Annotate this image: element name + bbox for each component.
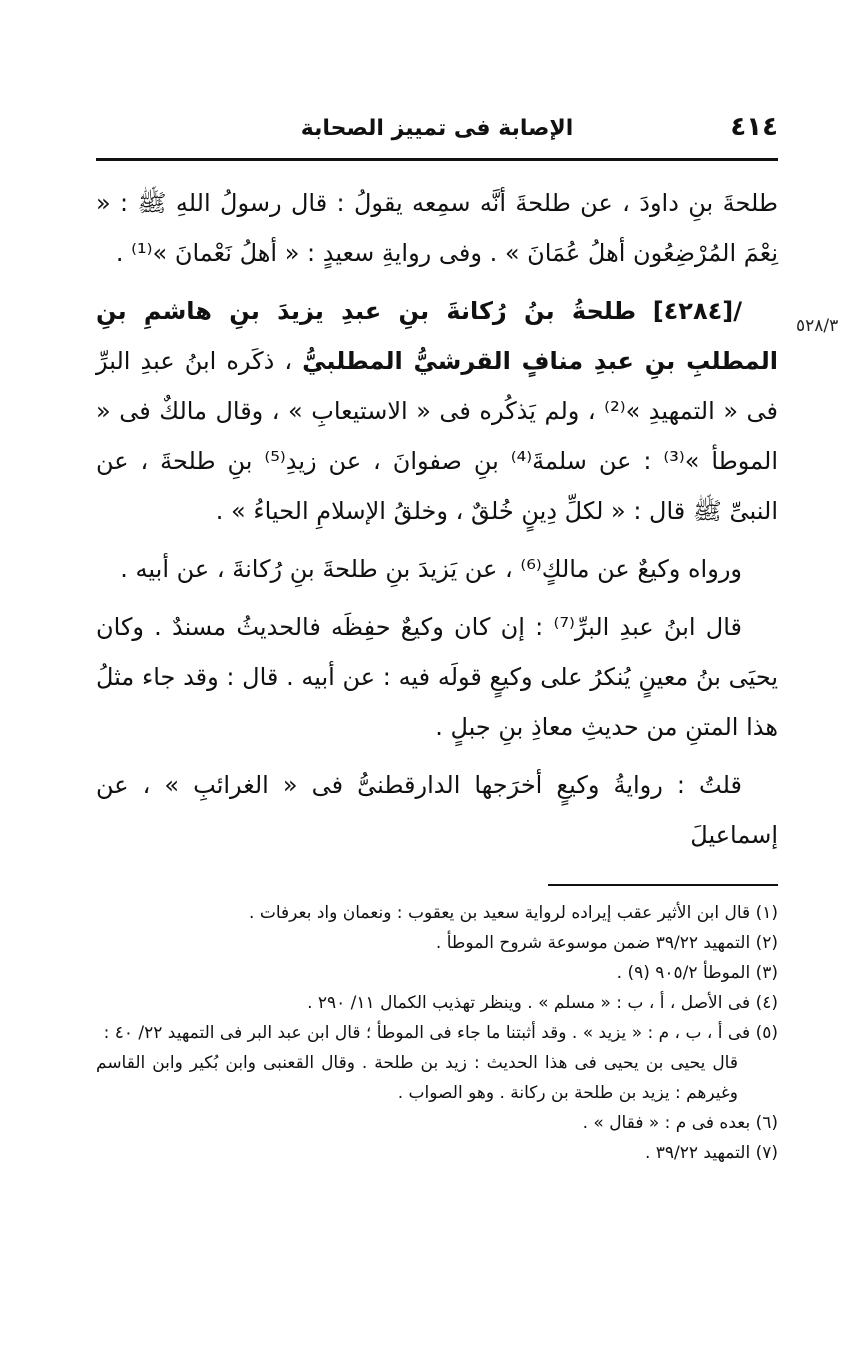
header-rule (96, 158, 778, 161)
paragraph-3: ورواه وكيعٌ عن مالكٍ⁽⁶⁾ ، عن يَزيدَ بنِ طلحةَ بنِ رُكانةَ ، عن أبيه . (120, 555, 742, 583)
page-number: ٤١٤ (730, 112, 778, 142)
footnote-7: (٧) التمهيد ٣٩/٢٢ . (644, 1143, 778, 1163)
footnote-6: (٦) بعده فى م : « فقال » . (582, 1113, 778, 1133)
paragraph-entry (96, 286, 778, 536)
footnotes (96, 898, 778, 1168)
paragraph-5: قلتُ : روايةُ وكيعٍ أخرَجها الدارقطنىُّ فى « الغرائبِ » ، عن إسماعيلَ (96, 771, 778, 849)
entry-heading: طلحةُ بنُ رُكانةَ بنِ عبدِ يزيدَ بنِ هاشمِ بنِ المطلبِ بنِ عبدِ منافٍ القرشيُّ المطلبيُّ (96, 297, 778, 375)
entry-marker: /[٤٢٨٤] (652, 297, 742, 325)
margin-folio: ٥٢٨/٣ (796, 316, 839, 336)
running-title: الإصابة فى تمييز الصحابة (300, 116, 574, 141)
footnote-5-continuation: قال يحيى بن يحيى فى هذا الحديث : زيد بن طلحة . وقال القعنبى وابن بُكير وابن القاسم وغيرهم : يزيد بن طلحة بن ركانة . وهو الصواب . (96, 1053, 738, 1103)
footnote-rule (548, 884, 778, 886)
footnote-5: (٥) فى أ ، ب ، م : « يزيد » . وقد أثبتنا ما جاء فى الموطأ ؛ قال ابن عبد البر فى التمهيد ٢٢/ ٤٠ : (103, 1023, 778, 1043)
footnote-4: (٤) فى الأصل ، أ ، ب : « مسلم » . وينظر تهذيب الكمال ١١/ ٢٩٠ . (307, 993, 778, 1013)
page-header (96, 108, 778, 152)
footnote-2: (٢) التمهيد ٣٩/٢٢ ضمن موسوعة شروح الموطأ . (435, 933, 778, 953)
main-text (96, 178, 778, 868)
footnote-3: (٣) الموطأ ٩٠٥/٢ (٩) . (616, 963, 778, 983)
paragraph-1: طلحةَ بنِ داودَ ، عن طلحةَ أنَّه سمِعه يقولُ : قال رسولُ اللهِ ﷺ : « نِعْمَ المُرْضِعُون أهلُ عُمَانَ » . وفى روايةِ سعيدٍ : « أهلُ نَعْمانَ »⁽¹⁾ . (96, 189, 778, 267)
paragraph-4: قال ابنُ عبدِ البرِّ⁽⁷⁾ : إن كان وكيعٌ حفِظَه فالحديثُ مسندٌ . وكان يحيَى بنُ معينٍ يُنكرُ على وكيعٍ قولَه فيه : عن أبيه . قال : وقد جاء مثلُ هذا المتنِ من حديثِ معاذِ بنِ جبلٍ . (96, 613, 778, 741)
footnote-1: (١) قال ابن الأثير عقب إيراده لرواية سعيد بن يعقوب : ونعمان واد بعرفات . (249, 903, 778, 923)
entry-body: ، ذكَره ابنُ عبدِ البرِّ فى « التمهيدِ »⁽²⁾ ، ولم يَذكُره فى « الاستيعابِ » ، وقال مالكٌ فى « الموطأ »⁽³⁾ : عن سلمةَ⁽⁴⁾ بنِ صفوانَ ، عن زيدِ⁽⁵⁾ بنِ طلحةَ ، عن النبىِّ ﷺ قال : « لكلِّ دِينٍ خُلقٌ ، وخلقُ الإسلامِ الحياءُ » . (96, 347, 779, 525)
